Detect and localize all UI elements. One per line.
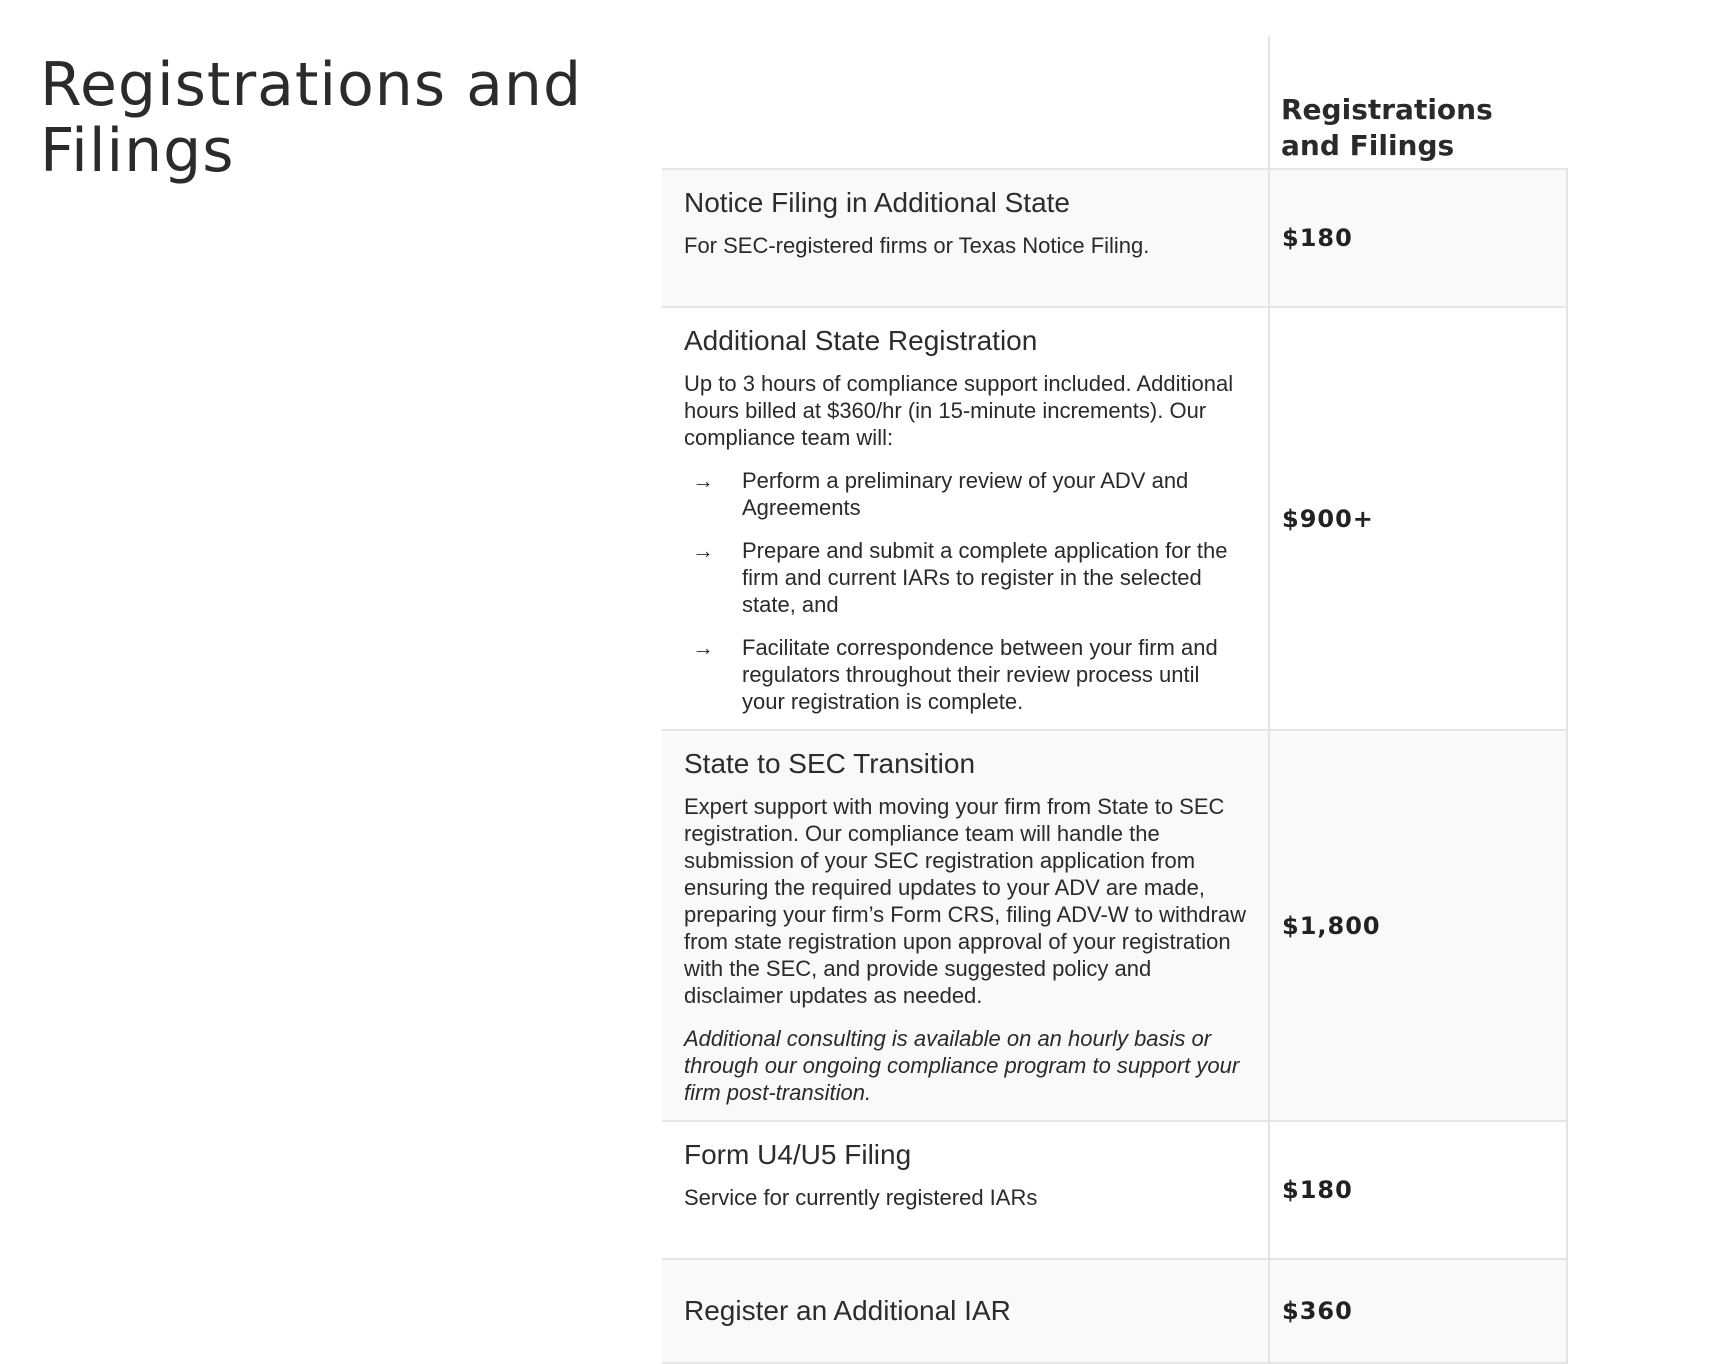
arrow-right-icon: → (692, 468, 714, 493)
service-cell (662, 307, 1269, 730)
page-title: Registrations and Filings (40, 50, 583, 186)
service-description: Expert support with moving your firm from State to SEC registration. Our compliance team will handle the submission of your SEC registration application from ensuring the required updates to your ADV are made, preparing your firm’s Form CRS, filing ADV-W to withdraw from state registration upon approval of your registration with the SEC, and provide suggested policy and disclaimer updates as needed. (684, 794, 1246, 1008)
arrow-right-icon: → (692, 635, 714, 660)
list-item (684, 467, 1246, 521)
table-row (662, 1259, 1567, 1363)
table-header-empty-cell (662, 36, 1269, 169)
pricing-table (662, 36, 1568, 1364)
service-price: $900+ (1269, 307, 1567, 730)
service-title: Form U4/U5 Filing (684, 1139, 912, 1170)
price-column-header: Registrations and Filings (1269, 36, 1567, 169)
list-item (684, 634, 1246, 715)
service-price: $180 (1269, 1121, 1567, 1259)
service-title: Additional State Registration (684, 325, 1038, 356)
service-price: $360 (1269, 1259, 1567, 1363)
list-item (684, 537, 1246, 618)
service-price: $180 (1269, 169, 1567, 307)
table-header-row (662, 36, 1567, 169)
service-note: Additional consulting is available on an hourly basis or through our ongoing compliance program to support your firm post-transition. (684, 1026, 1240, 1105)
table-row (662, 1121, 1567, 1259)
service-cell (662, 1121, 1269, 1259)
service-title: State to SEC Transition (684, 748, 976, 779)
service-price: $1,800 (1269, 730, 1567, 1121)
service-cell (662, 730, 1269, 1121)
service-title: Notice Filing in Additional State (684, 187, 1070, 218)
service-cell (662, 169, 1269, 307)
table-row (662, 169, 1567, 307)
list-item-text: Prepare and submit a complete application for the firm and current IARs to register in the selected state, and (742, 538, 1228, 617)
list-item-text: Facilitate correspondence between your firm and regulators throughout their review process until your registration is complete. (742, 635, 1218, 714)
service-description: Up to 3 hours of compliance support included. Additional hours billed at $360/hr (in 15-minute increments). Our compliance team will: (684, 371, 1234, 450)
service-title: Register an Additional IAR (684, 1295, 1011, 1326)
service-description: For SEC-registered firms or Texas Notice Filing. (684, 233, 1150, 258)
list-item-text: Perform a preliminary review of your ADV and Agreements (742, 468, 1189, 520)
feature-list (684, 467, 1246, 715)
table-row (662, 730, 1567, 1121)
service-description: Service for currently registered IARs (684, 1185, 1038, 1210)
service-cell (662, 1259, 1269, 1363)
arrow-right-icon: → (692, 538, 714, 563)
table-row (662, 307, 1567, 730)
